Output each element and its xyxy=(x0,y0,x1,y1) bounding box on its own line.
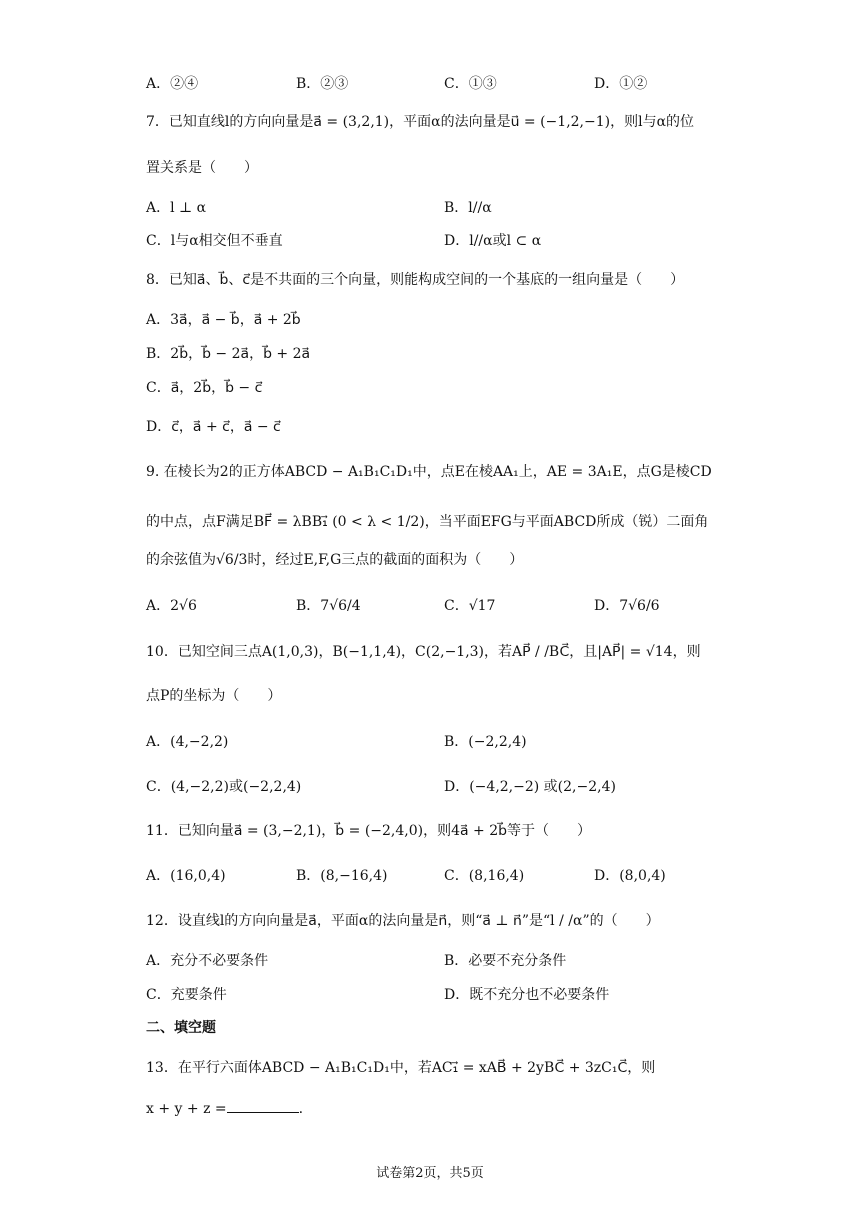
q12-stem: 12．设直线l的方向向量是a⃗，平面α的法向量是n⃗，则“a⃗ ⊥ n⃗”是“l / /α”的（ ） xyxy=(146,913,660,929)
q13-expression: x + y + z = xyxy=(146,1101,227,1117)
q6-option-a: A．②④ xyxy=(146,76,199,92)
q6-option-c: C．①③ xyxy=(444,76,497,92)
q9-option-a: A．2√6 xyxy=(146,598,197,614)
q8-option-a: A．3a⃗，a⃗ − b⃗，a⃗ + 2b⃗ xyxy=(146,312,301,328)
q7-stem-line1: 7．已知直线l的方向向量是a⃗ = (3,2,1)，平面α的法向量是u⃗ = (−1,2,−1)，则l与α的位 xyxy=(146,114,695,130)
q9-stem-line3: 的余弦值为√6/3时，经过E,F,G三点的截面的面积为（ ） xyxy=(146,552,524,568)
q11-option-d: D．(8,0,4) xyxy=(594,868,666,884)
q11-option-b: B．(8,−16,4) xyxy=(296,868,388,884)
q10-stem-line2: 点P的坐标为（ ） xyxy=(146,688,282,704)
q9-option-c: C．√17 xyxy=(444,598,496,614)
q8-option-c: C．a⃗，2b⃗，b⃗ − c⃗ xyxy=(146,380,263,396)
q7-option-b: B．l//α xyxy=(444,200,492,216)
q8-option-d: D．c⃗，a⃗ + c⃗，a⃗ − c⃗ xyxy=(146,419,281,435)
q10-option-a: A．(4,−2,2) xyxy=(146,734,229,750)
q9-stem-line2: 的中点，点F满足BF⃗ = λBB₁⃗ (0 < λ < 1/2)，当平面EFG与平面ABCD所成（锐）二面角 xyxy=(146,514,709,530)
q8-option-b: B．2b⃗，b⃗ − 2a⃗，b⃗ + 2a⃗ xyxy=(146,346,311,362)
q8-stem: 8．已知a⃗、b⃗、c⃗是不共面的三个向量，则能构成空间的一个基底的一组向量是（ ） xyxy=(146,272,685,288)
page-footer: 试卷第2页，共5页 xyxy=(376,1166,484,1181)
section-heading-fill-blank: 二、填空题 xyxy=(146,1020,216,1036)
q13-stem-line1: 13．在平行六面体ABCD − A₁B₁C₁D₁中，若AC₁⃗ = xAB⃗ + 2yBC⃗ + 3zC₁C⃗，则 xyxy=(146,1060,656,1076)
q9-option-d: D．7√6/6 xyxy=(594,598,660,614)
q10-option-d: D．(−4,2,−2) 或(2,−2,4) xyxy=(444,779,616,795)
q13-answer-blank xyxy=(227,1098,299,1113)
q9-option-b: B．7√6/4 xyxy=(296,598,361,614)
q11-option-a: A．(16,0,4) xyxy=(146,868,226,884)
q7-option-c: C．l与α相交但不垂直 xyxy=(146,233,283,249)
q7-stem-line2: 置关系是（ ） xyxy=(146,160,258,176)
q10-stem-line1: 10．已知空间三点A(1,0,3)，B(−1,1,4)，C(2,−1,3)，若AP⃗ / /BC⃗，且|AP⃗| = √14，则 xyxy=(146,644,701,660)
q10-option-b: B．(−2,2,4) xyxy=(444,734,527,750)
q12-option-c: C．充要条件 xyxy=(146,987,227,1003)
q11-stem: 11．已知向量a⃗ = (3,−2,1)，b⃗ = (−2,4,0)，则4a⃗ + 2b⃗等于（ ） xyxy=(146,823,592,839)
q12-option-a: A．充分不必要条件 xyxy=(146,953,269,969)
q6-option-b: B．②③ xyxy=(296,76,349,92)
q13-period: . xyxy=(298,1101,304,1117)
q11-option-c: C．(8,16,4) xyxy=(444,868,525,884)
q12-option-b: B．必要不充分条件 xyxy=(444,953,567,969)
q7-option-d: D．l//α或l ⊂ α xyxy=(444,233,542,249)
q9-stem-line1: 9. 在棱长为2的正方体ABCD − A₁B₁C₁D₁中，点E在棱AA₁上，AE = 3A₁E，点G是棱CD xyxy=(146,464,712,480)
q12-option-d: D．既不充分也不必要条件 xyxy=(444,987,610,1003)
q6-option-d: D．①② xyxy=(594,76,648,92)
q10-option-c: C．(4,−2,2)或(−2,2,4) xyxy=(146,779,302,795)
q13-stem-line2 xyxy=(146,1098,303,1119)
q7-option-a: A．l ⊥ α xyxy=(146,200,207,216)
